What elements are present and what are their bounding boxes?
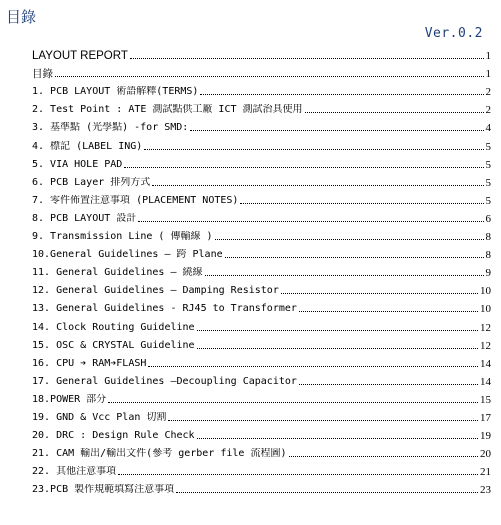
document-heading: 目錄: [6, 8, 37, 26]
toc-entry-page-number[interactable]: 14: [480, 357, 491, 370]
toc-entry[interactable]: [32, 388, 491, 406]
toc-entry-page-number[interactable]: 5: [485, 194, 491, 207]
toc-dot-leader: [200, 94, 483, 95]
toc-entry-page-number[interactable]: 5: [485, 176, 491, 189]
toc-entry[interactable]: [32, 134, 491, 152]
toc-dot-leader: [152, 185, 483, 186]
toc-entry-page-number[interactable]: 20: [480, 448, 491, 461]
toc-entry-title[interactable]: 22. 其他注意事項: [32, 466, 117, 478]
toc-entry[interactable]: [32, 171, 491, 189]
toc-entry-title[interactable]: 17. General Guidelines –Decoupling Capacitor: [32, 375, 297, 387]
toc-entry-page-number[interactable]: 17: [480, 411, 491, 424]
toc-entry-page-number[interactable]: 21: [480, 466, 491, 479]
toc-entry[interactable]: [32, 315, 491, 333]
toc-dot-leader: [55, 76, 484, 77]
toc-entry-page-number[interactable]: 1: [485, 50, 491, 63]
toc-dot-leader: [197, 438, 478, 439]
toc-entry-title[interactable]: 14. Clock Routing Guideline: [32, 321, 195, 333]
toc-entry-page-number[interactable]: 8: [485, 249, 491, 262]
toc-entry-page-number[interactable]: 2: [485, 104, 491, 117]
toc-entry-page-number[interactable]: 6: [485, 212, 491, 225]
toc-entry-title[interactable]: 11. General Guidelines – 繞線: [32, 267, 203, 279]
toc-entry-page-number[interactable]: 8: [485, 231, 491, 244]
toc-entry-page-number[interactable]: 5: [485, 140, 491, 153]
toc-entry-title[interactable]: 5. VIA HOLE PAD: [32, 158, 123, 170]
version-label: Ver.0.2: [424, 26, 483, 41]
toc-entry-title[interactable]: 7. 零件佈置注意事項 (PLACEMENT NOTES): [32, 194, 239, 206]
toc-entry[interactable]: [32, 442, 491, 460]
toc-entry-title[interactable]: 16. CPU ➔ RAM➔FLASH: [32, 357, 147, 369]
toc-dot-leader: [168, 420, 478, 421]
toc-entry-page-number[interactable]: 10: [480, 303, 491, 316]
toc-dot-leader: [225, 257, 484, 258]
toc-entry-title[interactable]: 1. PCB LAYOUT 術語解釋(TERMS): [32, 86, 199, 98]
toc-entry[interactable]: [32, 207, 491, 225]
toc-dot-leader: [108, 402, 478, 403]
toc-entry[interactable]: [32, 370, 491, 388]
toc-dot-leader: [176, 492, 478, 493]
toc-dot-leader: [281, 293, 478, 294]
toc-entry[interactable]: [32, 460, 491, 478]
toc-entry[interactable]: [32, 352, 491, 370]
toc-dot-leader: [138, 221, 483, 222]
toc-entry[interactable]: [32, 478, 491, 496]
toc-entry-page-number[interactable]: 1: [485, 68, 491, 81]
toc-dot-leader: [124, 167, 483, 168]
toc-dot-leader: [190, 130, 483, 131]
toc-entry[interactable]: [32, 189, 491, 207]
toc-entry-page-number[interactable]: 12: [480, 321, 491, 334]
toc-entry[interactable]: [32, 153, 491, 171]
toc-entry-title[interactable]: 20. DRC : Design Rule Check: [32, 430, 195, 442]
toc-entry[interactable]: [32, 44, 491, 62]
toc-entry[interactable]: [32, 297, 491, 315]
toc-entry[interactable]: [32, 261, 491, 279]
toc-entry-page-number[interactable]: 9: [485, 267, 491, 280]
toc-entry-page-number[interactable]: 4: [485, 122, 491, 135]
toc-entry-page-number[interactable]: 5: [485, 158, 491, 171]
toc-dot-leader: [299, 384, 478, 385]
toc-dot-leader: [205, 275, 484, 276]
table-of-contents: [32, 44, 491, 496]
toc-entry-title[interactable]: 19. GND & Vcc Plan 切割: [32, 411, 167, 423]
toc-entry-title[interactable]: 4. 標記 (LABEL ING): [32, 140, 143, 152]
toc-dot-leader: [197, 348, 478, 349]
toc-entry[interactable]: [32, 243, 491, 261]
toc-entry-page-number[interactable]: 12: [480, 339, 491, 352]
toc-entry-title[interactable]: 15. OSC & CRYSTAL Guideline: [32, 339, 195, 351]
toc-dot-leader: [197, 330, 478, 331]
toc-entry-title[interactable]: 12. General Guidelines – Damping Resistor: [32, 285, 279, 297]
toc-dot-leader: [305, 112, 484, 113]
toc-entry-title[interactable]: 3. 基準點 (光學點) -for SMD:: [32, 122, 189, 134]
toc-entry-title[interactable]: 目錄: [32, 68, 53, 81]
toc-entry-page-number[interactable]: 19: [480, 430, 491, 443]
toc-entry[interactable]: [32, 424, 491, 442]
toc-entry[interactable]: [32, 406, 491, 424]
toc-dot-leader: [240, 203, 483, 204]
toc-dot-leader: [144, 149, 483, 150]
toc-entry-title[interactable]: 13. General Guidelines - RJ45 to Transformer: [32, 303, 297, 315]
toc-entry-title[interactable]: 8. PCB LAYOUT 設計: [32, 212, 137, 224]
toc-entry-page-number[interactable]: 14: [480, 375, 491, 388]
toc-entry[interactable]: [32, 98, 491, 116]
toc-entry[interactable]: [32, 80, 491, 98]
toc-dot-leader: [130, 58, 484, 59]
toc-entry-title[interactable]: 18.POWER 部分: [32, 393, 107, 405]
toc-dot-leader: [118, 474, 478, 475]
toc-dot-leader: [289, 456, 479, 457]
toc-entry[interactable]: [32, 62, 491, 80]
toc-entry[interactable]: [32, 225, 491, 243]
toc-entry[interactable]: [32, 116, 491, 134]
toc-entry[interactable]: [32, 279, 491, 297]
toc-entry-title[interactable]: 10.General Guidelines – 跨 Plane: [32, 249, 223, 261]
toc-entry[interactable]: [32, 334, 491, 352]
toc-dot-leader: [148, 366, 478, 367]
toc-entry-title[interactable]: 23.PCB 製作規範填寫注意事項: [32, 484, 175, 496]
toc-entry-page-number[interactable]: 23: [480, 484, 491, 497]
toc-dot-leader: [299, 311, 478, 312]
toc-entry-title[interactable]: 9. Transmission Line ( 傳輸線 ): [32, 231, 213, 243]
toc-entry-page-number[interactable]: 2: [485, 86, 491, 99]
toc-entry-title[interactable]: 2. Test Point : ATE 測試點供工廠 ICT 測試治具使用: [32, 104, 303, 116]
toc-entry-title[interactable]: 6. PCB Layer 排列方式: [32, 176, 151, 188]
toc-entry-page-number[interactable]: 15: [480, 393, 491, 406]
toc-dot-leader: [215, 239, 484, 240]
toc-entry-title[interactable]: 21. CAM 輸出/輸出文件(參考 gerber file 流程圖): [32, 448, 287, 460]
toc-entry-title[interactable]: LAYOUT REPORT: [32, 50, 128, 63]
toc-entry-page-number[interactable]: 10: [480, 285, 491, 298]
